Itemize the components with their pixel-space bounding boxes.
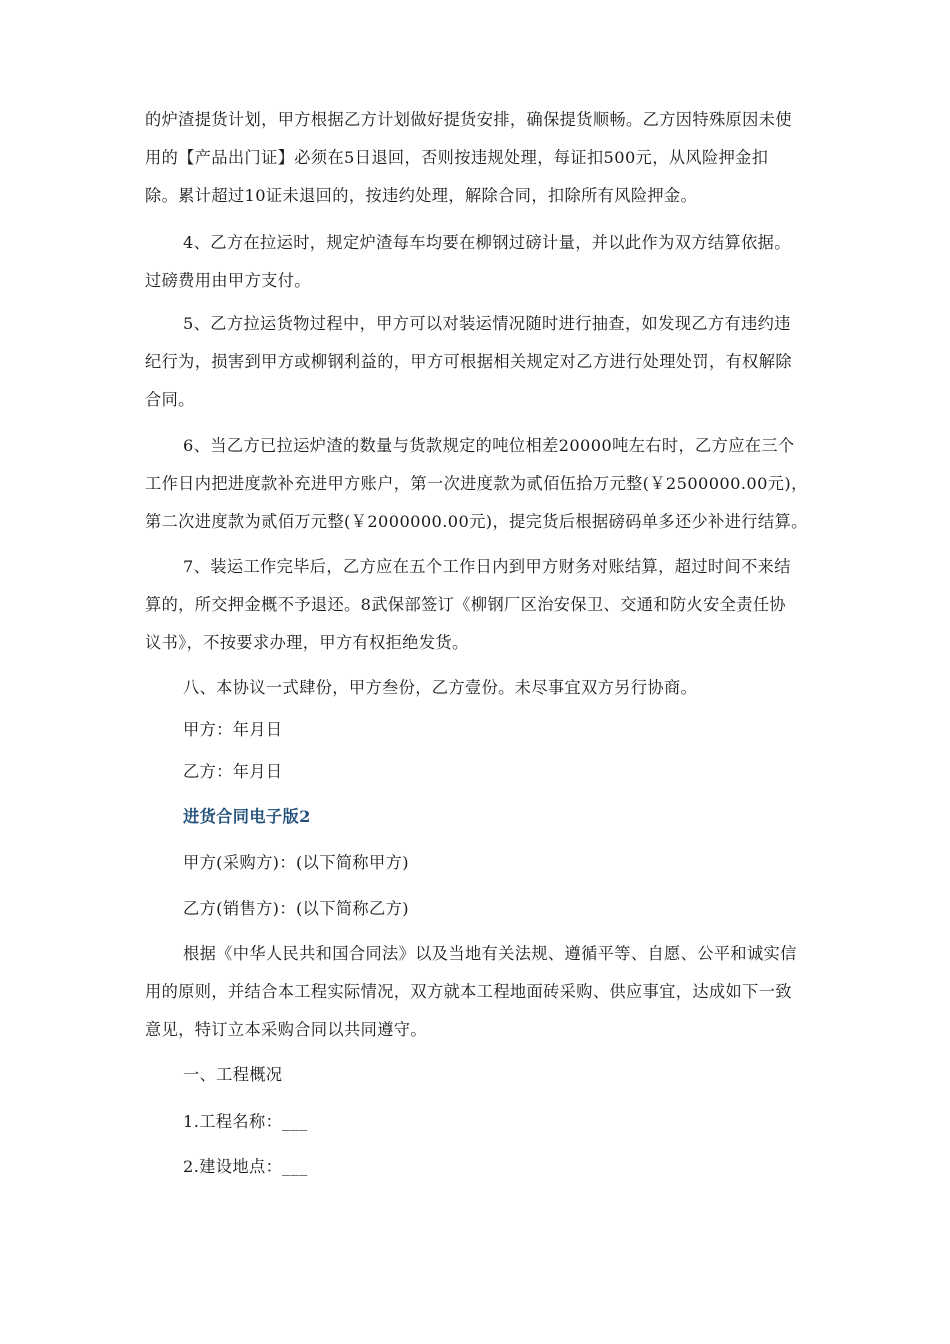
section-title: 进货合同电子版2 (183, 807, 311, 826)
seller-line: 乙方(销售方)：(以下简称乙方) (183, 899, 409, 918)
project-name-line: 1.工程名称：___ (183, 1112, 308, 1131)
text-line: 7、装运工作完毕后，乙方应在五个工作日内到甲方财务对账结算，超过时间不来结 (183, 557, 791, 576)
paragraph-item-6 (145, 427, 808, 541)
clause-eight: 八、本协议一式肆份，甲方叁份，乙方壹份。未尽事宜双方另行协商。 (183, 678, 698, 697)
paragraph-item-7 (145, 548, 805, 662)
project-location-line: 2.建设地点：___ (183, 1157, 308, 1176)
text-line: 除。累计超过10证未退回的，按违约处理，解除合同，扣除所有风险押金。 (145, 186, 698, 205)
text-line: 6、当乙方已拉运炉渣的数量与货款规定的吨位相差20000吨左右时，乙方应在三个 (183, 436, 795, 455)
text-line: 第二次进度款为贰佰万元整(￥2000000.00元)，提完货后根据磅码单多还少补进行结算。 (145, 512, 808, 531)
text-line: 5、乙方拉运货物过程中，甲方可以对装运情况随时进行抽查，如发现乙方有违约违 (183, 314, 791, 333)
text-line: 的炉渣提货计划，甲方根据乙方计划做好提货安排，确保提货顺畅。乙方因特殊原因未使 (145, 110, 792, 129)
text-line: 过磅费用由甲方支付。 (145, 271, 311, 290)
text-line: 纪行为，损害到甲方或柳钢利益的，甲方可根据相关规定对乙方进行处理处罚，有权解除 (145, 352, 792, 371)
text-line: 4、乙方在拉运时，规定炉渣每车均要在柳钢过磅计量，并以此作为双方结算依据。 (183, 233, 791, 252)
paragraph-item-4 (145, 224, 805, 300)
text-line: 用的【产品出门证】必须在5日退回，否则按违规处理，每证扣500元，从风险押金扣 (145, 148, 769, 167)
paragraph-item-5 (145, 305, 805, 419)
preamble-paragraph (145, 935, 805, 1049)
text-line: 根据《中华人民共和国合同法》以及当地有关法规、遵循平等、自愿、公平和诚实信 (183, 944, 797, 963)
text-line: 合同。 (145, 390, 195, 409)
text-line: 用的原则，并结合本工程实际情况，双方就本工程地面砖采购、供应事宜，达成如下一致 (145, 982, 792, 1001)
text-line: 工作日内把进度款补充进甲方账户，第一次进度款为贰佰伍拾万元整(￥2500000.00元)， (145, 474, 808, 493)
text-line: 议书》，不按要求办理，甲方有权拒绝发货。 (145, 633, 469, 652)
party-a-signature: 甲方：年月日 (183, 720, 283, 739)
text-line: 算的，所交押金概不予退还。8武保部签订《柳钢厂区治安保卫、交通和防火安全责任协 (145, 595, 787, 614)
party-b-signature: 乙方：年月日 (183, 762, 283, 781)
text-line: 意见，特订立本采购合同以共同遵守。 (145, 1020, 427, 1039)
section-one-title: 一、工程概况 (183, 1065, 283, 1084)
paragraph-continuation (145, 101, 805, 215)
buyer-line: 甲方(采购方)：(以下简称甲方) (183, 853, 409, 872)
